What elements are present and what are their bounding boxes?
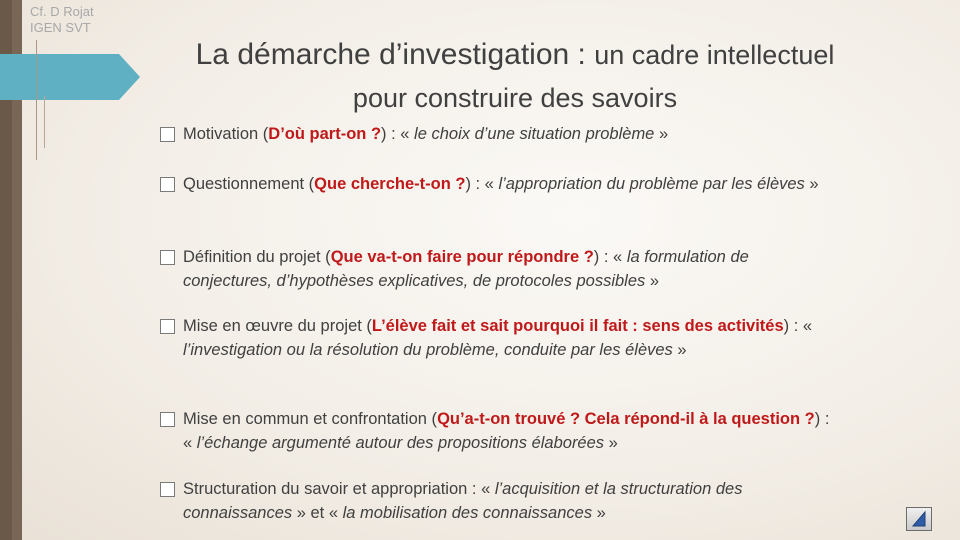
checkbox-bullet-icon <box>160 319 175 334</box>
item-quote-2: la mobilisation des connaissances <box>342 504 593 522</box>
item-separator: ( <box>304 175 315 193</box>
list-item-text <box>183 477 840 525</box>
item-separator: ( <box>320 248 331 266</box>
item-end: » <box>672 341 687 359</box>
item-label: Motivation <box>183 125 259 143</box>
checkbox-bullet-icon <box>160 250 175 265</box>
list-item-text <box>183 314 840 362</box>
checkbox-bullet-icon <box>160 177 175 192</box>
decor-line <box>36 40 37 160</box>
list-item-text <box>183 122 840 146</box>
list-item-mise-en-commun <box>160 407 840 477</box>
credit-line-2: IGEN SVT <box>30 20 91 35</box>
item-quote: le choix d’une situation problème <box>414 125 655 143</box>
item-separator: ) : « <box>381 125 415 143</box>
item-question: Que cherche-t-on ? <box>314 175 466 193</box>
title-line-2: pour construire des savoirs <box>352 83 678 113</box>
list-item-text <box>183 407 840 455</box>
decor-line-2 <box>44 96 45 148</box>
item-label: Mise en œuvre du projet <box>183 317 362 335</box>
item-end: » <box>804 175 819 193</box>
title-line-1 <box>150 36 880 74</box>
author-credit <box>30 4 94 36</box>
item-quote: l’échange argumenté autour des propositions élaborées <box>196 434 605 452</box>
item-end: » <box>604 434 618 452</box>
checkbox-bullet-icon <box>160 482 175 497</box>
item-label: Questionnement <box>183 175 305 193</box>
item-separator: ( <box>258 125 269 143</box>
item-separator: ( <box>426 410 438 428</box>
item-label: Structuration du savoir et appropriation <box>183 480 468 498</box>
list-item-text <box>183 172 840 196</box>
list-item-mise-en-oeuvre <box>160 314 840 407</box>
item-end: » <box>654 125 669 143</box>
item-quote: l’appropriation du problème par les élèves <box>498 175 805 193</box>
item-end: » <box>592 504 606 522</box>
item-label: Définition du projet <box>183 248 321 266</box>
item-separator: : « <box>467 480 495 498</box>
list-item-motivation <box>160 122 840 172</box>
bullet-list <box>160 122 840 525</box>
previous-slide-icon <box>910 510 928 528</box>
title-main: La démarche d’investigation : <box>195 38 586 71</box>
item-question: L’élève fait et sait pourquoi il fait : sens des activités <box>371 317 784 335</box>
item-separator: ( <box>361 317 372 335</box>
item-separator: ) : « <box>465 175 499 193</box>
list-item-definition <box>160 245 840 314</box>
checkbox-bullet-icon <box>160 412 175 427</box>
previous-slide-button[interactable] <box>906 507 932 531</box>
item-separator: » et « <box>292 504 343 522</box>
item-separator: ) : « <box>593 248 627 266</box>
list-item-text <box>183 245 840 293</box>
item-question: D’où part-on ? <box>268 125 382 143</box>
item-question: Que va-t-on faire pour répondre ? <box>330 248 594 266</box>
list-item-structuration <box>160 477 840 525</box>
accent-arrow-shape <box>0 54 140 100</box>
item-separator: ) : « <box>783 317 813 335</box>
credit-line-1: Cf. D Rojat <box>30 4 94 19</box>
slide-title <box>150 36 880 116</box>
item-end: » <box>645 272 660 290</box>
checkbox-bullet-icon <box>160 127 175 142</box>
item-quote: la formulation de conjectures, d’hypothèses explicatives, de protocoles possibles <box>183 248 749 290</box>
item-separator: ) : « <box>183 410 830 452</box>
list-item-questionnement <box>160 172 840 245</box>
item-label: Mise en commun et confrontation <box>183 410 427 428</box>
item-question: Qu’a-t-on trouvé ? Cela répond-il à la question ? <box>437 410 815 428</box>
item-quote: l’investigation ou la résolution du problème, conduite par les élèves <box>183 341 673 359</box>
item-quote: l’acquisition et la structuration des connaissances <box>183 480 743 522</box>
title-main-rest: un cadre intellectuel <box>594 40 835 70</box>
